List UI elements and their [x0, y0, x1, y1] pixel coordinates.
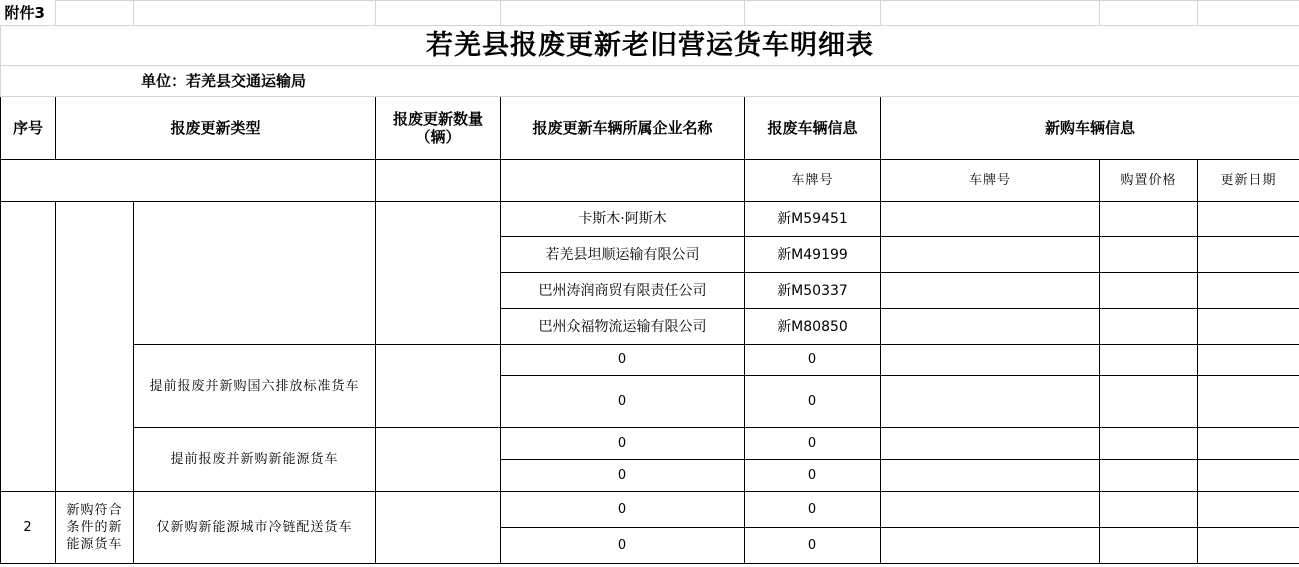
- company-cell: 0: [501, 376, 745, 428]
- header-type: 报废更新类型: [56, 97, 376, 160]
- category-cell-1: [56, 202, 134, 492]
- seq-cell-2: 2: [1, 492, 56, 564]
- company-cell: 0: [501, 460, 745, 492]
- unit-label: 单位：若羌县交通运输局: [1, 66, 1299, 97]
- company-cell: 0: [501, 528, 745, 564]
- plate-cell: 0: [745, 492, 881, 528]
- plate-cell: 新M80850: [745, 309, 881, 345]
- subheader-blank-company: [501, 160, 745, 202]
- page-title: 若羌县报废更新老旧营运货车明细表: [1, 26, 1299, 66]
- plate-cell: 新M50337: [745, 273, 881, 309]
- company-cell: 0: [501, 492, 745, 528]
- qty-cell-guoliu: [376, 345, 501, 428]
- type-cell-guoliu: 提前报废并新购国六排放标准货车: [134, 345, 376, 428]
- subheader-new-plate: 车牌号: [881, 160, 1100, 202]
- header-seq: 序号: [1, 97, 56, 160]
- table-row: [1, 492, 1299, 528]
- company-cell: 若羌县坦顺运输有限公司: [501, 237, 745, 273]
- plate-cell: 0: [745, 345, 881, 376]
- header-scrap-info: 报废车辆信息: [745, 97, 881, 160]
- company-cell: 巴州众福物流运输有限公司: [501, 309, 745, 345]
- qty-cell-blank: [376, 202, 501, 345]
- company-cell: 卡斯木·阿斯木: [501, 202, 745, 237]
- plate-cell: 新M59451: [745, 202, 881, 237]
- company-cell: 0: [501, 345, 745, 376]
- plate-cell: 0: [745, 528, 881, 564]
- category-cell-2: 新购符合条件的新能源货车: [56, 492, 134, 564]
- plate-cell: 0: [745, 460, 881, 492]
- attachment-label: 附件3: [4, 3, 45, 22]
- plate-cell: 0: [745, 428, 881, 460]
- company-cell: 0: [501, 428, 745, 460]
- table-row: [1, 202, 1299, 237]
- type-cell-blank: [134, 202, 376, 345]
- company-cell: 巴州涛润商贸有限责任公司: [501, 273, 745, 309]
- subheader-date: 更新日期: [1198, 160, 1299, 202]
- subheader-blank: [1, 160, 376, 202]
- table-row: [1, 345, 1299, 376]
- type-cell-coldchain: 仅新购新能源城市冷链配送货车: [134, 492, 376, 564]
- subheader-price: 购置价格: [1100, 160, 1198, 202]
- header-qty: 报废更新数量（辆）: [376, 97, 501, 160]
- header-new-info: 新购车辆信息: [881, 97, 1299, 160]
- qty-cell-coldchain: [376, 492, 501, 564]
- subheader-scrap-plate: 车牌号: [745, 160, 881, 202]
- type-cell-newenergy: 提前报废并新购新能源货车: [134, 428, 376, 492]
- subheader-blank-qty: [376, 160, 501, 202]
- plate-cell: 新M49199: [745, 237, 881, 273]
- qty-cell-newenergy: [376, 428, 501, 492]
- seq-cell-1: [1, 202, 56, 492]
- table-row: [1, 428, 1299, 460]
- header-company: 报废更新车辆所属企业名称: [501, 97, 745, 160]
- plate-cell: 0: [745, 376, 881, 428]
